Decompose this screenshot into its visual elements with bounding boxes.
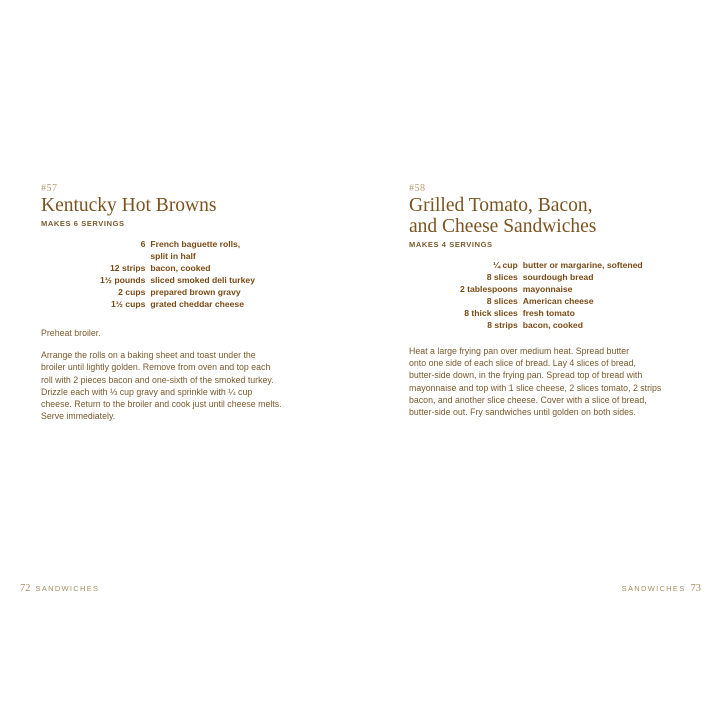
- recipe-title: Grilled Tomato, Bacon, and Cheese Sandwiches: [409, 195, 597, 237]
- section-name: SANDWICHES: [621, 584, 686, 593]
- ingredient-quantity: 1½ pounds: [100, 275, 146, 285]
- servings-label: MAKES 6 SERVINGS: [41, 219, 125, 228]
- instruction-paragraph: Heat a large frying pan over medium heat. Spread butter onto one side of each slice of bread. Lay 4 slices of bread, butter-side down, in the frying pan. Spread top of bread with mayonnaise and top with 1 slice cheese, 2 slices tomato, 2 strips bacon, and another slice cheese. Cover with a slice of bread, butter-side out. Fry sandwiches until golden on both sides.: [409, 346, 662, 418]
- ingredient-name: fresh tomato: [522, 308, 575, 318]
- ingredient-name: mayonnaise: [522, 284, 573, 294]
- recipe-57: [41, 183, 309, 422]
- ingredient-name: grated cheddar cheese: [150, 299, 244, 309]
- servings-label: MAKES 4 SERVINGS: [409, 240, 493, 249]
- recipe-number: #57: [41, 183, 58, 194]
- recipe-number: #58: [409, 183, 426, 194]
- instruction-paragraph: Arrange the rolls on a baking sheet and toast under the broiler until lightly golden. Remove from oven and top each roll with 2 pieces bacon and one-sixth of the smoked turkey. Drizzle each with ⅓ cup gravy and sprinkle with ¼ cup cheese. Return to the broiler and cook just until cheese melts. Serve immediately.: [41, 350, 282, 422]
- ingredient-quantity: 6: [140, 239, 146, 249]
- page-footer: [20, 583, 99, 594]
- ingredient-quantity: ¼ cup: [492, 260, 518, 270]
- instruction-paragraph: Preheat broiler.: [41, 328, 101, 338]
- ingredient-name: sourdough bread: [522, 272, 594, 282]
- recipe-title: Kentucky Hot Browns: [41, 195, 217, 216]
- ingredient-name: French baguette rolls, split in half: [150, 239, 241, 261]
- ingredient-quantity: 1½ cups: [110, 299, 146, 309]
- ingredient-quantity: 2 tablespoons: [460, 284, 518, 294]
- page-footer: [622, 583, 701, 594]
- ingredient-quantity: 12 strips: [110, 263, 146, 273]
- ingredient-quantity: 8 strips: [487, 320, 518, 330]
- page-number: 73: [690, 583, 701, 594]
- ingredient-name: bacon, cooked: [150, 263, 211, 273]
- ingredient-name: prepared brown gravy: [150, 287, 241, 297]
- ingredient-list: [460, 259, 677, 331]
- ingredient-quantity: 8 slices: [486, 272, 518, 282]
- ingredient-name: American cheese: [522, 296, 594, 306]
- recipe-58: [409, 183, 677, 418]
- ingredient-name: butter or margarine, softened: [522, 260, 643, 270]
- ingredient-name: sliced smoked deli turkey: [150, 275, 255, 285]
- section-name: SANDWICHES: [35, 584, 100, 593]
- right-page: [360, 0, 720, 720]
- ingredient-quantity: 8 slices: [486, 296, 518, 306]
- ingredient-quantity: 2 cups: [118, 287, 146, 297]
- ingredient-quantity: 8 thick slices: [464, 308, 518, 318]
- page-number: 72: [20, 583, 31, 594]
- ingredient-name: bacon, cooked: [522, 320, 583, 330]
- ingredient-list: [100, 238, 309, 310]
